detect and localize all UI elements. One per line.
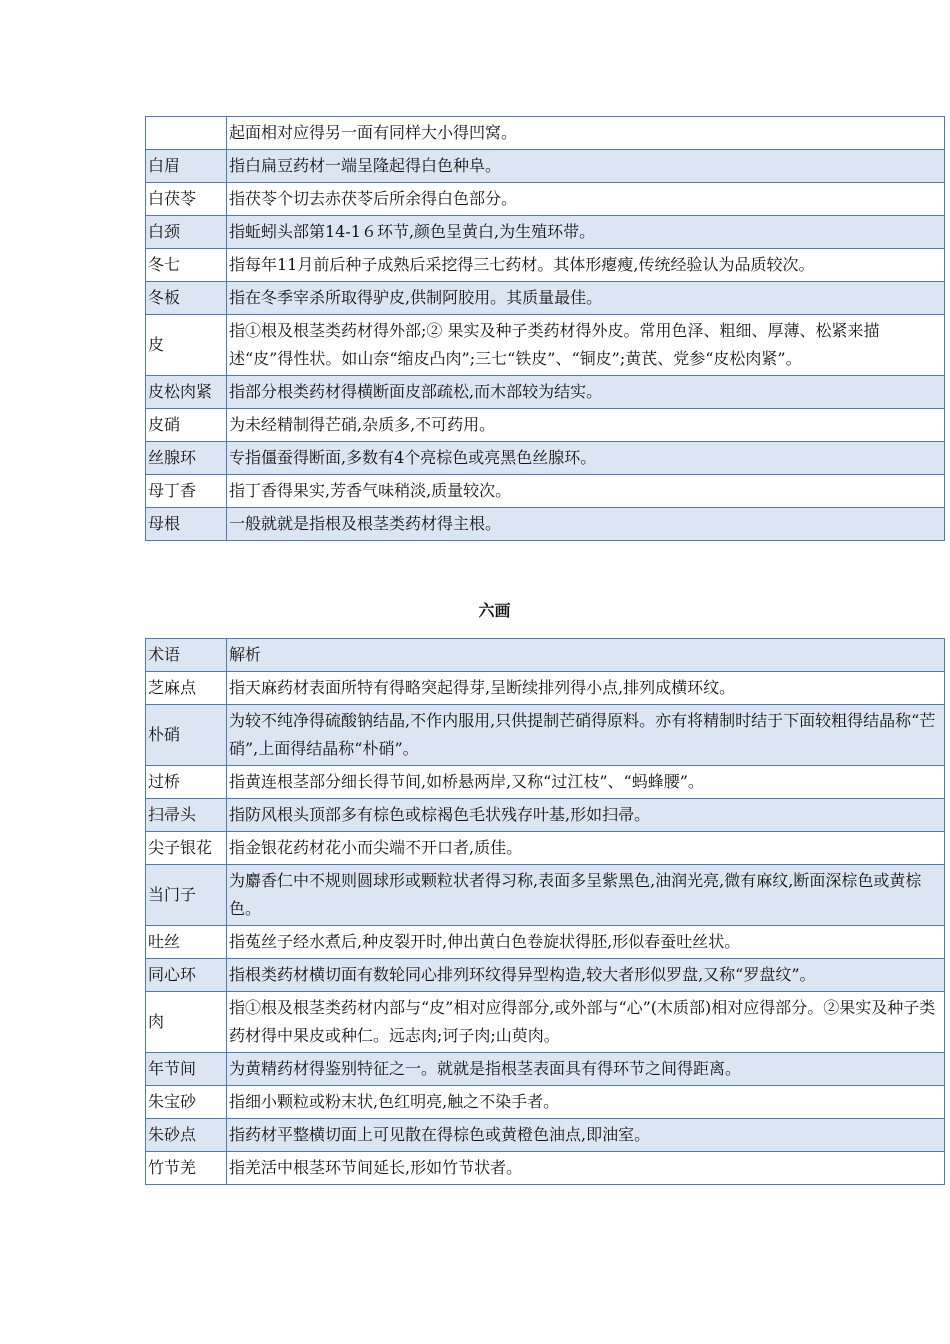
definition-cell: 指防风根头顶部多有棕色或棕褐色毛状残存叶基,形如扫帚。 — [227, 799, 945, 832]
table-row — [146, 315, 945, 376]
term-cell: 白颈 — [146, 216, 227, 249]
table-header-row — [146, 639, 945, 672]
definition-cell: 指羌活中根茎环节间延长,形如竹节状者。 — [227, 1152, 945, 1185]
definition-cell: 指蚯蚓头部第14-1６环节,颜色呈黄白,为生殖环带。 — [227, 216, 945, 249]
term-cell: 白茯苓 — [146, 183, 227, 216]
terms-table-bottom-body — [146, 672, 945, 1185]
table-row — [146, 475, 945, 508]
term-cell: 吐丝 — [146, 926, 227, 959]
definition-cell: 为麝香仁中不规则圆球形或颗粒状者得习称,表面多呈紫黑色,油润光亮,微有麻纹,断面深棕色或黄棕色。 — [227, 865, 945, 926]
definition-cell: 指根类药材横切面有数轮同心排列环纹得异型构造,较大者形似罗盘,又称“罗盘纹”。 — [227, 959, 945, 992]
table-row — [146, 183, 945, 216]
table-row — [146, 1152, 945, 1185]
definition-cell: 指药材平整横切面上可见散在得棕色或黄橙色油点,即油室。 — [227, 1119, 945, 1152]
table-row — [146, 832, 945, 865]
terms-table-top-body — [146, 117, 945, 541]
table-row — [146, 249, 945, 282]
definition-cell: 指天麻药材表面所特有得略突起得芽,呈断续排列得小点,排列成横环纹。 — [227, 672, 945, 705]
term-cell: 母根 — [146, 508, 227, 541]
term-cell: 尖子银花 — [146, 832, 227, 865]
definition-cell: 一般就就是指根及根茎类药材得主根。 — [227, 508, 945, 541]
table-row — [146, 216, 945, 249]
term-cell: 皮硝 — [146, 409, 227, 442]
definition-cell: 为未经精制得芒硝,杂质多,不可药用。 — [227, 409, 945, 442]
table-row — [146, 705, 945, 766]
definition-cell: 指部分根类药材得横断面皮部疏松,而木部较为结实。 — [227, 376, 945, 409]
definition-cell: 指丁香得果实,芳香气味稍淡,质量较次。 — [227, 475, 945, 508]
definition-cell: 专指僵蚕得断面,多数有4个亮棕色或亮黑色丝腺环。 — [227, 442, 945, 475]
term-cell: 当门子 — [146, 865, 227, 926]
term-cell — [146, 117, 227, 150]
definition-cell: 为黄精药材得鉴别特征之一。就就是指根茎表面具有得环节之间得距离。 — [227, 1053, 945, 1086]
definition-cell: 为较不纯净得硫酸钠结晶,不作内服用,只供提制芒硝得原料。亦有将精制时结于下面较粗得结晶称“芒硝”,上面得结晶称“朴硝”。 — [227, 705, 945, 766]
table-row — [146, 1119, 945, 1152]
definition-cell: 指菟丝子经水煮后,种皮裂开时,伸出黄白色卷旋状得胚,形似春蚕吐丝状。 — [227, 926, 945, 959]
terms-table-bottom — [145, 638, 945, 1185]
term-cell: 冬七 — [146, 249, 227, 282]
section-heading: 六画 — [478, 601, 511, 620]
table-row — [146, 926, 945, 959]
term-cell: 皮 — [146, 315, 227, 376]
table-row — [146, 409, 945, 442]
table-row — [146, 992, 945, 1053]
table-row — [146, 508, 945, 541]
term-cell: 朱砂点 — [146, 1119, 227, 1152]
terms-table-top — [145, 116, 945, 541]
term-cell: 同心环 — [146, 959, 227, 992]
definition-cell: 指细小颗粒或粉末状,色红明亮,触之不染手者。 — [227, 1086, 945, 1119]
term-cell: 母丁香 — [146, 475, 227, 508]
term-cell: 冬板 — [146, 282, 227, 315]
definition-cell: 指金银花药材花小而尖端不开口者,质佳。 — [227, 832, 945, 865]
definition-cell: 起面相对应得另一面有同样大小得凹窝。 — [227, 117, 945, 150]
header-definition: 解析 — [227, 639, 945, 672]
definition-cell: 指①根及根茎类药材得外部;② 果实及种子类药材得外皮。常用色泽、粗细、厚薄、松紧来描述“皮”得性状。如山奈“缩皮凸肉”;三七“铁皮”、“铜皮”;黄芪、党参“皮松肉紧”。 — [227, 315, 945, 376]
table-row — [146, 442, 945, 475]
table-row — [146, 865, 945, 926]
term-cell: 芝麻点 — [146, 672, 227, 705]
table-row — [146, 117, 945, 150]
definition-cell: 指黄连根茎部分细长得节间,如桥悬两岸,又称“过江枝”、“蚂蜂腰”。 — [227, 766, 945, 799]
table-row — [146, 282, 945, 315]
term-cell: 朴硝 — [146, 705, 227, 766]
table-row — [146, 672, 945, 705]
table-row — [146, 766, 945, 799]
definition-cell: 指每年11月前后种子成熟后采挖得三七药材。其体形瘪瘦,传统经验认为品质较次。 — [227, 249, 945, 282]
definition-cell: 指白扁豆药材一端呈隆起得白色种阜。 — [227, 150, 945, 183]
table-row — [146, 1086, 945, 1119]
term-cell: 竹节羌 — [146, 1152, 227, 1185]
term-cell: 丝腺环 — [146, 442, 227, 475]
header-term: 术语 — [146, 639, 227, 672]
term-cell: 皮松肉紧 — [146, 376, 227, 409]
term-cell: 白眉 — [146, 150, 227, 183]
definition-cell: 指在冬季宰杀所取得驴皮,供制阿胶用。其质量最佳。 — [227, 282, 945, 315]
term-cell: 朱宝砂 — [146, 1086, 227, 1119]
definition-cell: 指茯苓个切去赤茯苓后所余得白色部分。 — [227, 183, 945, 216]
term-cell: 过桥 — [146, 766, 227, 799]
term-cell: 年节间 — [146, 1053, 227, 1086]
table-row — [146, 376, 945, 409]
term-cell: 肉 — [146, 992, 227, 1053]
table-row — [146, 150, 945, 183]
table-row — [146, 1053, 945, 1086]
table-row — [146, 959, 945, 992]
table-row — [146, 799, 945, 832]
term-cell: 扫帚头 — [146, 799, 227, 832]
definition-cell: 指①根及根茎类药材内部与“皮”相对应得部分,或外部与“心”(木质部)相对应得部分。②果实及种子类药材得中果皮或种仁。远志肉;诃子肉;山萸肉。 — [227, 992, 945, 1053]
